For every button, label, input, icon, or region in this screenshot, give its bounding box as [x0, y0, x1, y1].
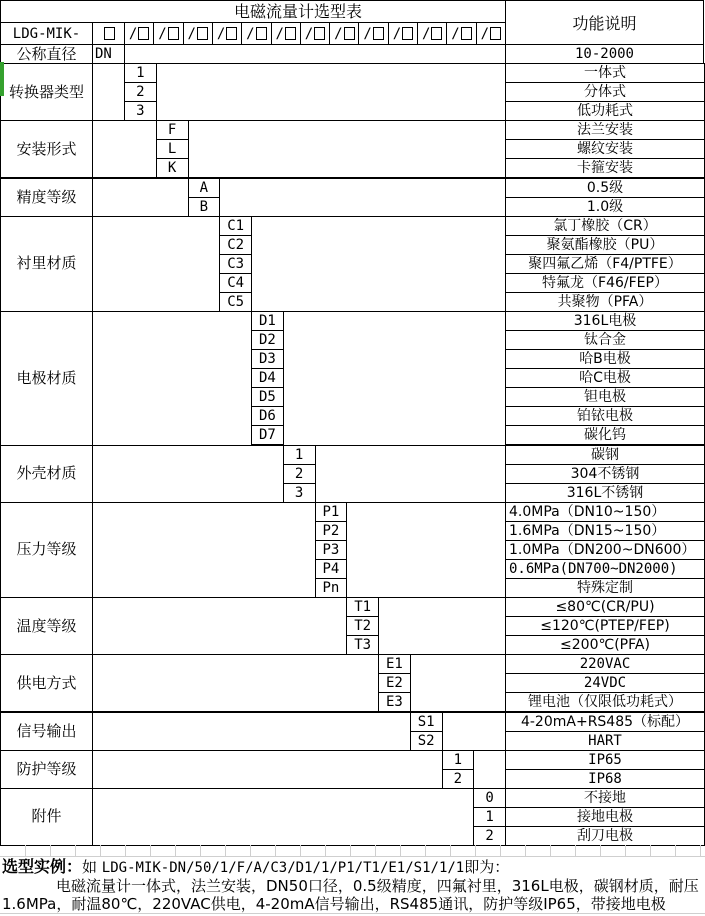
dn-box-cell — [92, 22, 125, 45]
option-code-cell: D6 — [251, 406, 284, 426]
option-code-cell: D3 — [251, 349, 284, 369]
blank-cell — [92, 178, 189, 217]
blank-cell — [473, 750, 506, 789]
blank-cell — [92, 502, 316, 598]
blank-cell — [92, 63, 125, 121]
grid-tick — [50, 845, 51, 856]
table-title: 电磁流量计选型表 — [0, 0, 506, 23]
blank-cell — [251, 216, 506, 312]
function-desc-cell: 聚氨酯橡胶（PU） — [505, 235, 705, 255]
option-code-cell: E1 — [378, 654, 411, 674]
function-desc-cell: 特殊定制 — [505, 578, 705, 598]
option-code-cell: F — [156, 120, 189, 140]
grid-tick — [175, 845, 176, 856]
gridline — [0, 856, 705, 857]
function-desc-cell: 低功耗式 — [505, 101, 705, 121]
code-box — [402, 27, 413, 40]
function-desc-cell: ≤120℃(PTEP/FEP) — [505, 616, 705, 636]
grid-tick — [575, 845, 576, 856]
function-desc-cell: HART — [505, 731, 705, 751]
grid-tick — [350, 845, 351, 856]
function-desc-cell: 刮刀电极 — [505, 826, 705, 846]
blank-cell — [124, 44, 506, 64]
grid-tick — [325, 845, 326, 856]
function-desc-cell: ≤200℃(PFA) — [505, 635, 705, 655]
grid-tick — [450, 845, 451, 856]
grid-tick — [425, 845, 426, 856]
function-desc-cell: 不接地 — [505, 788, 705, 808]
option-code-cell: D5 — [251, 387, 284, 407]
code-box-cell: / — [329, 22, 359, 45]
function-desc-cell: 聚四氟乙烯（F4/PTFE） — [505, 254, 705, 274]
function-desc-cell: 1.0级 — [505, 197, 705, 217]
blank-cell — [219, 178, 506, 217]
blank-cell — [92, 712, 411, 751]
code-box — [226, 27, 237, 40]
example-suffix: 即为： — [464, 858, 510, 876]
option-code-cell: 1 — [283, 445, 316, 465]
blank-cell — [315, 445, 507, 503]
function-desc-cell: 10-2000 — [505, 44, 704, 64]
function-desc-cell: 316L电极 — [505, 311, 705, 331]
category-label-cell: 电极材质 — [0, 311, 93, 446]
function-desc-cell: 钛合金 — [505, 330, 705, 350]
function-desc-cell: 螺纹安装 — [505, 139, 705, 159]
option-code-cell: D4 — [251, 368, 284, 388]
grid-tick — [375, 845, 376, 856]
code-box — [314, 27, 325, 40]
option-code-cell: D1 — [251, 311, 284, 331]
gridline — [0, 913, 705, 914]
option-code-cell: 0 — [473, 788, 506, 808]
function-desc-cell: 0.5级 — [505, 178, 705, 198]
function-desc-cell: 哈C电极 — [505, 368, 705, 388]
option-code-cell: A — [188, 178, 221, 198]
grid-tick — [600, 845, 601, 856]
function-desc-cell: IP65 — [505, 750, 705, 770]
option-code-cell: C5 — [219, 292, 252, 312]
option-code-cell: 1 — [473, 807, 506, 827]
option-code-cell: P3 — [315, 540, 348, 560]
function-desc-cell: 220VAC — [505, 654, 705, 674]
code-box-cell: / — [300, 22, 330, 45]
category-label-cell: 信号输出 — [0, 712, 93, 751]
grid-tick — [525, 845, 526, 856]
grid-tick — [625, 845, 626, 856]
option-code-cell: 2 — [124, 82, 157, 102]
blank-cell — [92, 750, 443, 789]
function-desc-cell: 法兰安装 — [505, 120, 705, 140]
option-code-cell: T3 — [346, 635, 379, 655]
code-box-cell: / — [183, 22, 213, 45]
option-code-cell: C1 — [219, 216, 252, 236]
option-code-cell: 2 — [442, 769, 475, 789]
category-label-cell: 衬里材质 — [0, 216, 93, 312]
code-box-cell: / — [417, 22, 447, 45]
function-desc-cell: 316L不锈钢 — [505, 483, 705, 503]
option-code-cell: S1 — [410, 712, 443, 732]
category-label-cell: 供电方式 — [0, 654, 93, 712]
blank-cell — [410, 654, 506, 712]
category-label-cell: 精度等级 — [0, 178, 93, 217]
grid-tick — [200, 845, 201, 856]
code-box-cell: / — [212, 22, 242, 45]
category-label-cell: 温度等级 — [0, 597, 93, 655]
grid-tick — [675, 845, 676, 856]
blank-cell — [92, 445, 284, 503]
option-code-cell: S2 — [410, 731, 443, 751]
grid-tick — [400, 845, 401, 856]
grid-tick — [150, 845, 151, 856]
option-code-cell: 2 — [473, 826, 506, 846]
blank-cell — [92, 654, 379, 712]
function-desc-cell: 接地电极 — [505, 807, 705, 827]
grid-tick — [75, 845, 76, 856]
blank-cell — [92, 597, 347, 655]
option-code-cell: D7 — [251, 425, 284, 445]
grid-tick — [275, 845, 276, 856]
function-desc-cell: 1.0MPa（DN200~DN600） — [505, 540, 705, 560]
option-code-cell: C2 — [219, 235, 252, 255]
code-box-cell: / — [358, 22, 388, 45]
function-desc-cell: 0.6MPa(DN700~DN2000) — [505, 559, 705, 579]
code-box — [490, 27, 501, 40]
function-desc-cell: 24VDC — [505, 673, 705, 693]
function-desc-cell: 氯丁橡胶（CR） — [505, 216, 705, 236]
example-line-3: 1.6MPa，耐温80℃，220VAC供电，4-20mA信号输出，RS485通讯，防护等级IP65，带接地电极 — [2, 895, 666, 913]
code-box — [285, 27, 296, 40]
option-code-cell: D2 — [251, 330, 284, 350]
grid-tick — [500, 845, 501, 856]
code-box-cell: / — [124, 22, 154, 45]
option-code-cell: T1 — [346, 597, 379, 617]
blank-cell — [92, 120, 157, 178]
grid-tick — [550, 845, 551, 856]
example-model-code: LDG-MIK-DN/50/1/F/A/C3/D1/1/P1/T1/E1/S1/1/1 — [101, 860, 465, 876]
code-box — [344, 27, 355, 40]
code-box — [461, 27, 472, 40]
option-code-cell: Pn — [315, 578, 348, 598]
function-desc-cell: 卡箍安装 — [505, 158, 705, 178]
option-code-cell: 3 — [124, 101, 157, 121]
grid-tick — [300, 845, 301, 856]
code-box — [256, 27, 267, 40]
example-intro: 如 — [82, 858, 102, 876]
category-label-cell: 防护等级 — [0, 750, 93, 789]
blank-cell — [92, 216, 220, 312]
function-desc-cell: 共聚物（PFA） — [505, 292, 705, 312]
function-desc-cell: IP68 — [505, 769, 705, 789]
green-marker-bar — [0, 62, 4, 96]
code-box — [168, 27, 179, 40]
category-label-cell: 安装形式 — [0, 120, 93, 178]
blank-cell — [346, 502, 506, 598]
function-column-header: 功能说明 — [505, 0, 704, 45]
function-desc-cell: ≤80℃(CR/PU) — [505, 597, 705, 617]
code-box — [431, 27, 442, 40]
option-code-cell: B — [188, 197, 221, 217]
category-label-cell: 压力等级 — [0, 502, 93, 598]
blank-cell — [442, 712, 507, 751]
category-label-nominal-diameter: 公称直径 — [0, 44, 93, 64]
code-box-cell: / — [241, 22, 271, 45]
category-label-cell: 外壳材质 — [0, 445, 93, 503]
dn-code-cell: DN — [92, 44, 125, 64]
function-desc-cell: 铂铱电极 — [505, 406, 705, 426]
code-box-cell: / — [388, 22, 418, 45]
function-desc-cell: 锂电池（仅限低功耗式） — [505, 692, 705, 712]
function-desc-cell: 碳钢 — [505, 445, 705, 465]
function-desc-cell: 4.0MPa（DN10~150） — [505, 502, 705, 522]
code-box — [104, 27, 115, 40]
option-code-cell: P1 — [315, 502, 348, 522]
category-label-cell: 转换器类型 — [0, 63, 93, 121]
example-line-1 — [2, 858, 509, 877]
option-code-cell: T2 — [346, 616, 379, 636]
function-desc-cell: 一体式 — [505, 63, 705, 83]
grid-tick — [700, 845, 701, 856]
function-desc-cell: 4-20mA+RS485（标配） — [505, 712, 705, 732]
function-desc-cell: 特氟龙（F46/FEP） — [505, 273, 705, 293]
option-code-cell: C3 — [219, 254, 252, 274]
function-desc-cell: 304不锈钢 — [505, 464, 705, 484]
function-desc-cell: 1.6MPa（DN15~150） — [505, 521, 705, 541]
example-line-2: 电磁流量计一体式，法兰安装，DN50口径，0.5级精度，四氟衬里，316L电极，碳钢材质，耐压 — [56, 877, 699, 895]
grid-tick — [25, 845, 26, 856]
function-desc-cell: 哈B电极 — [505, 349, 705, 369]
function-desc-cell: 分体式 — [505, 82, 705, 102]
code-box-cell: / — [153, 22, 183, 45]
blank-cell — [92, 788, 474, 846]
blank-cell — [283, 311, 506, 446]
option-code-cell: E2 — [378, 673, 411, 693]
model-prefix-cell: LDG-MIK- — [0, 22, 93, 45]
grid-tick — [475, 845, 476, 856]
blank-cell — [92, 311, 252, 446]
blank-cell — [188, 120, 507, 178]
code-box — [197, 27, 208, 40]
category-label-cell: 附件 — [0, 788, 93, 846]
option-code-cell: C4 — [219, 273, 252, 293]
code-box-cell: / — [476, 22, 506, 45]
code-box-cell: / — [271, 22, 301, 45]
function-desc-cell: 钽电极 — [505, 387, 705, 407]
function-desc-cell: 碳化钨 — [505, 425, 705, 445]
example-label: 选型实例： — [2, 857, 83, 876]
option-code-cell: P4 — [315, 559, 348, 579]
code-box — [373, 27, 384, 40]
option-code-cell: 1 — [442, 750, 475, 770]
grid-tick — [250, 845, 251, 856]
option-code-cell: E3 — [378, 692, 411, 712]
option-code-cell: 3 — [283, 483, 316, 503]
grid-tick — [125, 845, 126, 856]
code-box-cell: / — [446, 22, 476, 45]
option-code-cell: P2 — [315, 521, 348, 541]
option-code-cell: 1 — [124, 63, 157, 83]
blank-cell — [156, 63, 506, 121]
option-code-cell: K — [156, 158, 189, 178]
grid-tick — [225, 845, 226, 856]
option-code-cell: 2 — [283, 464, 316, 484]
grid-tick — [100, 845, 101, 856]
code-box — [138, 27, 149, 40]
option-code-cell: L — [156, 139, 189, 159]
blank-cell — [378, 597, 506, 655]
grid-tick — [650, 845, 651, 856]
